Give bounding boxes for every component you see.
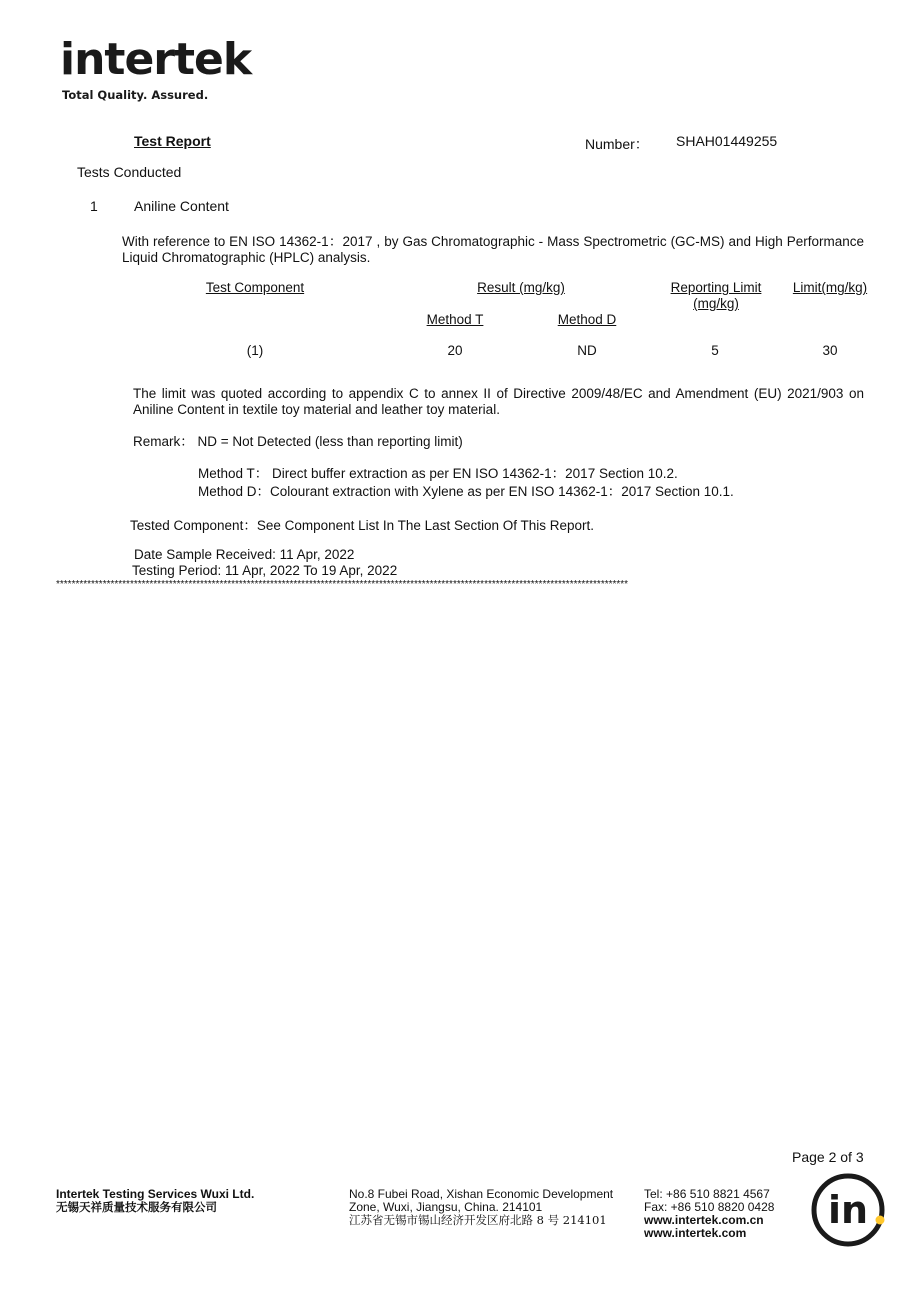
footer-contact (644, 1188, 774, 1240)
header-method-t: Method T (426, 312, 484, 327)
method-d-note: Method D：Colourant extraction with Xylene as per EN ISO 14362-1：2017 Section 10.1. (198, 484, 734, 499)
tel: Tel: +86 510 8821 4567 (644, 1187, 770, 1201)
table-cell-reporting-limit: 5 (711, 343, 719, 358)
header-test-component: Test Component (205, 280, 305, 295)
table-cell-method-t: 20 (447, 343, 463, 358)
fax: Fax: +86 510 8820 0428 (644, 1200, 775, 1214)
address-cn: 江苏省无锡市锡山经济开发区府北路 8 号 214101 (349, 1213, 607, 1227)
testing-period: Testing Period: 11 Apr, 2022 To 19 Apr, 2022 (132, 563, 398, 578)
method-t-note: Method T： Direct buffer extraction as per EN ISO 14362-1：2017 Section 10.2. (198, 466, 678, 481)
tested-component-note: Tested Component：See Component List In The Last Section Of This Report. (130, 518, 595, 533)
company-name-en: Intertek Testing Services Wuxi Ltd. (56, 1187, 255, 1201)
date-received: Date Sample Received: 11 Apr, 2022 (134, 547, 355, 562)
header-method-d: Method D (557, 312, 617, 327)
intertek-mark-icon (808, 1170, 888, 1250)
report-title: Test Report (134, 133, 211, 149)
address-line-1: No.8 Fubei Road, Xishan Economic Development (349, 1187, 614, 1201)
header-result: Result (mg/kg) (477, 280, 565, 295)
number-label: Number： (585, 136, 649, 152)
limit-note: The limit was quoted according to appendix C to annex II of Directive 2009/48/EC and Amendment (EU) 2021/903 on Aniline Content in textile toy material and leather toy material. (133, 386, 864, 417)
footer-company (56, 1188, 254, 1214)
table-cell-limit: 30 (822, 343, 838, 358)
reference-paragraph: With reference to EN ISO 14362-1：2017 , by Gas Chromatographic - Mass Spectrometric (GC-MS) and High Performance Liquid Chromatographic (HPLC) analysis. (122, 234, 864, 265)
footer-address (349, 1188, 613, 1227)
page-number: Page 2 of 3 (792, 1149, 864, 1165)
website-cn-link[interactable]: www.intertek.com.cn (644, 1213, 764, 1227)
mark-letters: in (827, 1188, 869, 1232)
header-limit: Limit(mg/kg) (792, 280, 868, 295)
item-number: 1 (90, 198, 98, 214)
address-line-2: Zone, Wuxi, Jiangsu, China. 214101 (349, 1200, 543, 1214)
item-title: Aniline Content (134, 198, 229, 214)
report-number: SHAH01449255 (676, 133, 778, 149)
company-name-cn: 无锡天祥质量技术服务有限公司 (56, 1200, 217, 1214)
section-heading: Tests Conducted (77, 164, 182, 180)
intertek-logo: intertek (60, 34, 252, 85)
separator-line: *************************************************************************************************************************************************** (56, 579, 629, 590)
table-cell-method-d: ND (577, 343, 597, 358)
table-cell-component: (1) (246, 343, 264, 358)
remark: Remark： ND = Not Detected (less than reporting limit) (133, 434, 463, 449)
website-link[interactable]: www.intertek.com (644, 1226, 747, 1240)
logo-tagline: Total Quality. Assured. (62, 88, 209, 102)
header-reporting-limit: Reporting Limit (mg/kg) (670, 280, 762, 311)
